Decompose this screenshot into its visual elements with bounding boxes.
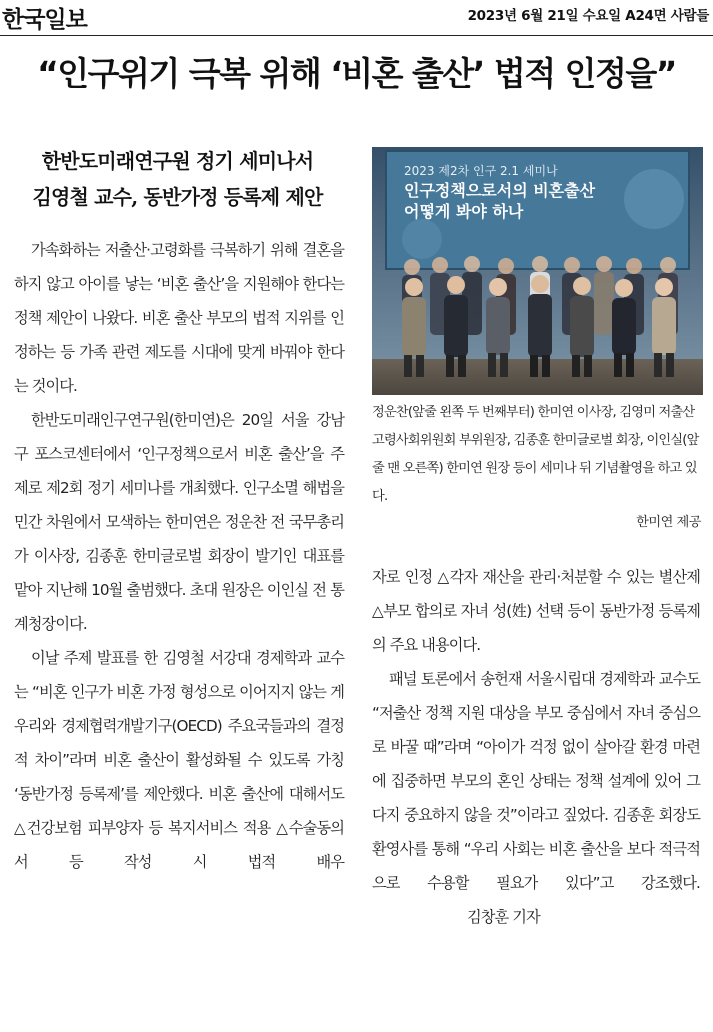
subhead-line-1: 한반도미래연구원 정기 세미나서 [41, 149, 314, 173]
body-paragraph-text: 패널 토론에서 송헌재 서울시립대 경제학과 교수도 “저출산 정책 지원 대상을 부모 중심에서 자녀 중심으로 바꿀 때”라며 “아이가 걱정 없이 살아갈 환경 마련에 집중하면 부모의 혼인 상태는 정책 설계에 있어 그다지 중요하지 않을 것”이라고 짚었다. 김종훈 회장도 환영사를 통해 “우리 사회는 비혼 출산을 보다 적극적으로 수용할 필요가 있다”고 강조했다. [372, 670, 700, 892]
body-paragraph: 한반도미래인구연구원(한미연)은 20일 서울 강남구 포스코센터에서 ‘인구정책으로서 비혼 출산’을 주제로 제2회 정기 세미나를 개최했다. 인구소멸 해법을 민간 차원에서 모색하는 한미연은 정운찬 전 국무총리가 이사장, 김종훈 한미글로벌 회장이 발기인 대표를 맡아 지난해 10월 출범했다. 초대 원장은 이인실 전 통계청장이다. [14, 411, 344, 633]
article-body-right-column [372, 560, 700, 934]
dateline: 2023년 6월 21일 수요일 A24면 사람들 [467, 8, 709, 24]
article-headline: “인구위기 극복 위해 ‘비혼 출산’ 법적 인정을” [37, 54, 676, 93]
byline: 김창훈 기자 [467, 908, 540, 926]
article-subhead [0, 143, 355, 215]
masthead [0, 0, 713, 36]
body-paragraph [372, 662, 700, 934]
body-paragraph: 이날 주제 발표를 한 김영철 서강대 경제학과 교수는 “비혼 인구가 비혼 가정 형성으로 이어지지 않는 게 우리와 경제협력개발기구(OECD) 주요국들과의 결정적 차이”라며 비혼 출산이 활성화될 수 있도록 가칭 ‘동반가정 등록제’를 제안했다. 비혼 출산에 대해서도 △건강보험 피부양자 등 복지서비스 적용 △수술동의서 등 작성 시 법적 배우 [14, 649, 344, 871]
banner-line-1: 2023 제2차 인구 2.1 세미나 [404, 164, 558, 178]
photo-caption: 정운찬(앞줄 왼쪽 두 번째부터) 한미연 이사장, 김영미 저출산고령사회위원회 부위원장, 김종훈 한미글로벌 회장, 이인실(앞줄 맨 오른쪽) 한미연 원장 등이 세미나 뒤 기념촬영을 하고 있다. [372, 405, 699, 504]
seminar-group-photo [372, 147, 703, 395]
subhead-line-2: 김영철 교수, 동반가정 등록제 제안 [32, 185, 323, 209]
newspaper-logo: 한국일보 [2, 7, 87, 33]
photo-credit: 한미연 제공 [636, 515, 701, 530]
banner-line-3: 어떻게 봐야 하나 [404, 202, 524, 221]
article-body-left-column [14, 233, 344, 879]
body-paragraph: 자로 인정 △각자 재산을 관리·처분할 수 있는 별산제 △부모 합의로 자녀 성(姓) 선택 등이 동반가정 등록제의 주요 내용이다. [372, 568, 700, 654]
banner-line-2: 인구정책으로서의 비혼출산 [404, 181, 596, 200]
body-paragraph: 가속화하는 저출산·고령화를 극복하기 위해 결혼을 하지 않고 아이를 낳는 ‘비혼 출산’을 지원해야 한다는 정책 제안이 나왔다. 비혼 출산 부모의 법적 지위를 인정하는 등 가족 관련 제도를 시대에 맞게 바꿔야 한다는 것이다. [14, 241, 344, 395]
photo-illustration [372, 147, 703, 395]
